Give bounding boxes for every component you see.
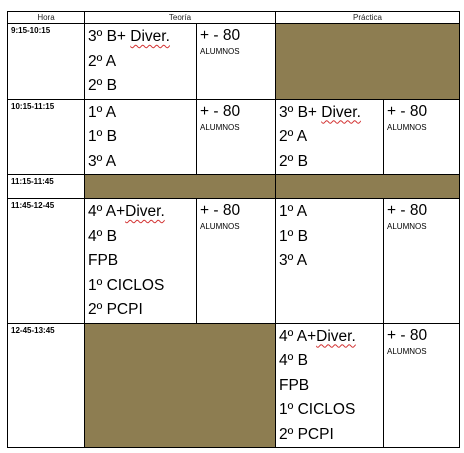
teoria-groups	[85, 199, 197, 324]
student-count: + - 80	[387, 326, 428, 344]
group-label: 4º B	[88, 227, 117, 245]
group-label: 1º B	[88, 128, 117, 145]
group-label: 2º PCPI	[88, 301, 143, 318]
spellcheck-underline: Diver.	[321, 103, 361, 121]
practica-empty-block	[276, 24, 460, 100]
group-label: 1º CICLOS	[88, 276, 165, 294]
teoria-count-cell	[197, 99, 276, 175]
group-label: 2º A	[88, 52, 117, 70]
student-count-unit: ALUMNOS	[387, 122, 427, 132]
group-label: 3º A	[88, 152, 117, 170]
practica-empty-block	[276, 175, 460, 199]
teoria-count-cell	[197, 199, 276, 324]
teoria-count-cell	[197, 24, 276, 100]
time-slot: 11:45-12-45	[8, 199, 85, 324]
student-count: + - 80	[200, 202, 241, 219]
group-label: 4º A+Diver.	[279, 327, 356, 345]
student-count: + - 80	[387, 102, 428, 120]
practica-groups	[276, 99, 384, 175]
schedule-row	[8, 99, 460, 175]
group-label: 1º B	[279, 227, 308, 245]
header-practica: Práctica	[276, 12, 460, 24]
student-count-unit: ALUMNOS	[200, 47, 240, 56]
time-slot: 9:15-10:15	[8, 24, 85, 100]
student-count: + - 80	[200, 102, 241, 120]
schedule-row	[8, 24, 460, 100]
group-label: 1º A	[279, 203, 308, 220]
student-count-unit: ALUMNOS	[387, 346, 427, 356]
schedule-row	[8, 175, 460, 199]
spellcheck-underline: Diver.	[125, 203, 165, 220]
time-slot: 12-45-13:45	[8, 323, 85, 448]
schedule-row	[8, 199, 460, 324]
schedule-row	[8, 323, 460, 448]
practica-count-cell	[384, 199, 460, 324]
spellcheck-underline: Diver.	[316, 327, 356, 345]
group-label: 2º B	[279, 152, 308, 170]
practica-count-cell	[384, 99, 460, 175]
student-count-unit: ALUMNOS	[200, 222, 240, 231]
header-teoria: Teoría	[85, 12, 276, 24]
header-row	[8, 12, 460, 24]
group-label: 4º B	[279, 352, 308, 369]
group-label: 3º B+ Diver.	[279, 103, 361, 121]
group-label: 3º A	[279, 252, 308, 269]
teoria-groups	[85, 99, 197, 175]
group-label: FPB	[279, 376, 310, 394]
group-label: 1º CICLOS	[279, 401, 356, 418]
schedule-table	[7, 11, 460, 448]
teoria-empty-block	[85, 323, 276, 448]
student-count-unit: ALUMNOS	[200, 122, 240, 132]
teoria-groups	[85, 24, 197, 100]
group-label: 3º B+ Diver.	[88, 28, 170, 45]
time-slot: 11:15-11:45	[8, 175, 85, 199]
group-label: FPB	[88, 252, 119, 269]
group-label: 2º PCPI	[279, 425, 334, 443]
group-label: 1º A	[88, 103, 117, 121]
student-count-unit: ALUMNOS	[387, 222, 427, 231]
time-slot: 10:15-11:15	[8, 99, 85, 175]
practica-groups	[276, 199, 384, 324]
group-label: 2º B	[88, 77, 117, 94]
student-count: + - 80	[387, 202, 428, 219]
group-label: 4º A+Diver.	[88, 203, 165, 220]
header-hora: Hora	[8, 12, 85, 24]
group-label: 2º A	[279, 128, 308, 145]
practica-count-cell	[384, 323, 460, 448]
practica-groups	[276, 323, 384, 448]
teoria-empty-block	[85, 175, 276, 199]
student-count: + - 80	[200, 27, 241, 44]
spellcheck-underline: Diver.	[130, 28, 170, 45]
